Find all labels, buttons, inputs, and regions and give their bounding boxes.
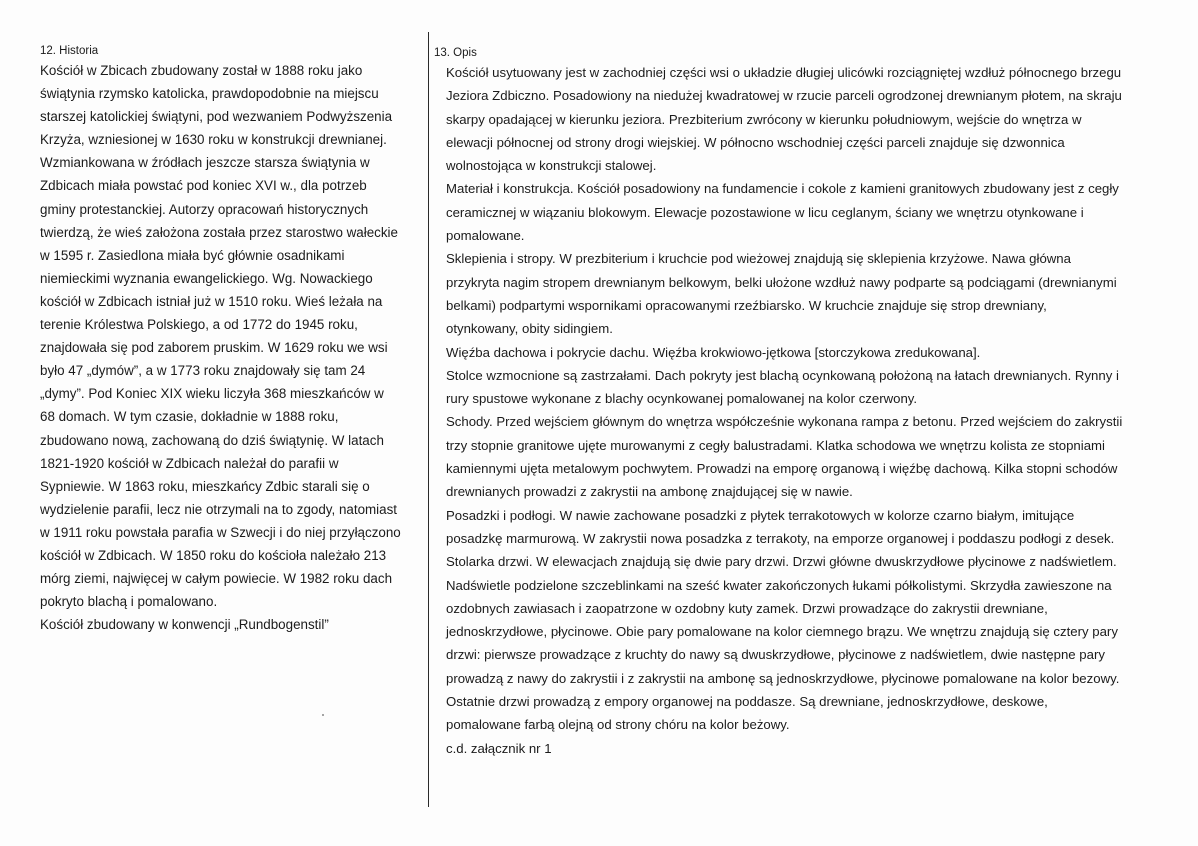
text-line: Kościół w Zbicach zbudowany został w 1888 roku jako <box>40 63 363 78</box>
text-line: wydzielenie parafii, lecz nie otrzymali na to zgody, natomiast <box>40 501 398 517</box>
text-line: pokryto blachą i pomalowano. <box>40 594 218 610</box>
text-line: drewnianych prowadzi z zakrystii na ambonę znajdującej się w nawie. <box>446 484 853 500</box>
text-line: Ostatnie drzwi prowadzą z empory organowej na poddasze. Są drewniane, jednoskrzydłowe, deskowe, <box>446 694 1048 710</box>
text-line: kościół w Zdbicach istniał już w 1510 roku. Wieś leżała na <box>40 293 383 309</box>
text-line: świątynia rzymsko katolicka, prawdopodobnie na miejscu <box>40 86 379 102</box>
text-line: Stolarka drzwi. W elewacjach znajdują się dwie pary drzwi. Drzwi główne dwuskrzydłowe płycinowe z nadświetlem. <box>446 554 1117 570</box>
text-line: trzy stopnie granitowe ujęte murowanymi z cegły balustradami. Klatka schodowa we wnętrzu kolista ze stopniami <box>446 437 1105 453</box>
text-line: twierdzą, że wieś założona została przez starostwo wałeckie <box>40 224 398 240</box>
text-line: w 1595 r. Zasiedlona miała być głównie osadnikami <box>40 247 345 263</box>
history-column <box>40 45 425 636</box>
text-line: Nadświetle podzielone szczeblinkami na sześć kwater zakończonych łukami półkolistymi. Skrzydła zawieszone na <box>446 577 1112 593</box>
history-text <box>40 59 425 636</box>
text-line: Sklepienia i stropy. W prezbiterium i kruchcie pod wieżowej znajdują się sklepienia krzyżowe. Nawa główna <box>446 251 1071 267</box>
text-line: Posadzki i podłogi. W nawie zachowane posadzki z płytek terrakotowych w kolorze czarno białym, imitujące <box>446 507 1075 523</box>
text-line: posadzkę marmurową. W zakrystii nowa posadzka z terrakoty, na emporze organowej i poddaszu podłogi z desek. <box>446 530 1115 546</box>
text-line: niemieckimi wyznania ewangelickiego. Wg. Nowackiego <box>40 270 373 286</box>
text-line: mórg ziemi, najwięcej w całym powiecie. W 1982 roku dach <box>40 571 393 587</box>
history-heading: 12. Historia <box>40 45 99 57</box>
description-column <box>434 47 1179 760</box>
text-line: c.d. załącznik nr 1 <box>446 740 552 756</box>
text-line: Stolce wzmocnione są zastrzałami. Dach pokryty jest blachą ocynkowaną położoną na łatach drewnianych. Rynny i <box>446 367 1119 383</box>
text-line: Zdbicach miała powstać pod koniec XVI w., dla potrzeb <box>40 178 367 194</box>
description-text <box>434 61 1179 760</box>
text-line: Jeziora Zdbiczno. Posadowiony na niedużej kwadratowej w rzucie parceli ogrodzonej drewnianym płotem, na skraju <box>446 88 1122 104</box>
text-line: jednoskrzydłowe, płycinowe. Obie pary pomalowane na kolor ciemnego brązu. We wnętrzu znajdują się cztery pary <box>446 624 1118 640</box>
scan-speck <box>322 714 324 716</box>
text-line: 68 domach. W tym czasie, dokładnie w 1888 roku, <box>40 409 339 425</box>
text-line: wolnostojąca w konstrukcji stalowej. <box>446 158 657 174</box>
text-line: terenie Królestwa Polskiego, a od 1772 do 1945 roku, <box>40 317 358 333</box>
text-line: Kościół usytuowany jest w zachodniej części wsi o układzie długiej ulicówki rozciągniętej wzdłuż północnego brzegu <box>446 65 1122 80</box>
text-line: starszej katolickiej świątyni, pod wezwaniem Podwyższenia <box>40 109 393 125</box>
text-line: otynkowany, obity sidingiem. <box>446 321 613 337</box>
text-line: belkami) podpartymi wspornikami opracowanymi rzeźbiarsko. W kruchcie znajduje się strop drewniany, <box>446 297 1047 313</box>
text-line: w 1911 roku powstała parafia w Szwecji i do niej przyłączono <box>40 524 401 540</box>
text-line: ceramicznej w wiązaniu blokowym. Elewacje pozostawione w licu ceglanym, ściany we wnętrzu otynkowane i <box>446 204 1084 220</box>
text-line: było 47 „dymów”, a w 1773 roku znajdowały się tam 24 <box>40 363 366 379</box>
description-heading: 13. Opis <box>434 47 477 59</box>
text-line: rury spustowe wykonane z blachy ocynkowanej pomalowanej na kolor czerwony. <box>446 391 918 407</box>
text-line: drzwi: pierwsze prowadzące z kruchty do nawy są dwuskrzydłowe, płycinowe z nadświetlem, dwie następne pary <box>446 647 1105 663</box>
text-line: kamiennymi ujęta metalowym pochwytem. Prowadzi na emporę organową i więźbę dachową. Kilka stopni schodów <box>446 461 1118 477</box>
text-line: Więźba dachowa i pokrycie dachu. Więźba krokwiowo-jętkowa [storczykowa zredukowana]. <box>446 344 981 360</box>
text-line: elewacji północnej od strony drogi wiejskiej. W północno wschodniej części parceli znajduje się dzwonnica <box>446 134 1065 150</box>
text-line: Materiał i konstrukcja. Kościół posadowiony na fundamencie i cokole z kamieni granitowych zbudowany jest z cegły <box>446 181 1119 197</box>
text-line: „dymy”. Pod Koniec XIX wieku liczyła 368 mieszkańców w <box>40 386 384 402</box>
text-line: zbudowano nową, zachowaną do dziś świątynię. W latach <box>40 432 384 448</box>
text-line: pomalowane. <box>446 228 525 244</box>
column-divider <box>428 32 429 807</box>
text-line: Krzyża, wzniesionej w 1630 roku w konstrukcji drewnianej. <box>40 132 387 148</box>
text-line: pomalowane farbą olejną od strony chóru na kolor beżowy. <box>446 717 790 733</box>
text-line: Wzmiankowana w źródłach jeszcze starsza świątynia w <box>40 155 370 171</box>
text-line: prowadzą z nawy do zakrystii i z zakrystii na ambonę są jednoskrzydłowe, płycinowe pomalowane na kolor bezowy. <box>446 670 1120 686</box>
text-line: ozdobnych zawiasach i zaopatrzone w ozdobny kuty zamek. Drzwi prowadzące do zakrystii drewniane, <box>446 600 1048 616</box>
text-line: znajdowała się pod zaborem pruskim. W 1629 roku we wsi <box>40 340 388 356</box>
text-line: skarpy opadającej w kierunku jeziora. Prezbiterium zwrócony w kierunku południowym, wejście do wnętrza w <box>446 111 1082 127</box>
text-line: Kościół zbudowany w konwencji „Rundbogenstil” <box>40 617 329 633</box>
text-line: gminy protestanckiej. Autorzy opracowań historycznych <box>40 201 369 217</box>
text-line: przykryta nagim stropem drewnianym belkowym, belki ułożone wzdłuż nawy podparte są podciągami (drewnianymi <box>446 274 1117 290</box>
text-line: 1821-1920 kościół w Zdbicach należał do parafii w <box>40 455 339 471</box>
text-line: Sypniewie. W 1863 roku, mieszkańcy Zdbic starali się o <box>40 478 370 494</box>
text-line: Schody. Przed wejściem głównym do wnętrza współcześnie wykonana rampa z betonu. Przed wejściem do zakrystii <box>446 414 1123 430</box>
text-line: kościół w Zdbicach. W 1850 roku do kościoła należało 213 <box>40 547 387 563</box>
